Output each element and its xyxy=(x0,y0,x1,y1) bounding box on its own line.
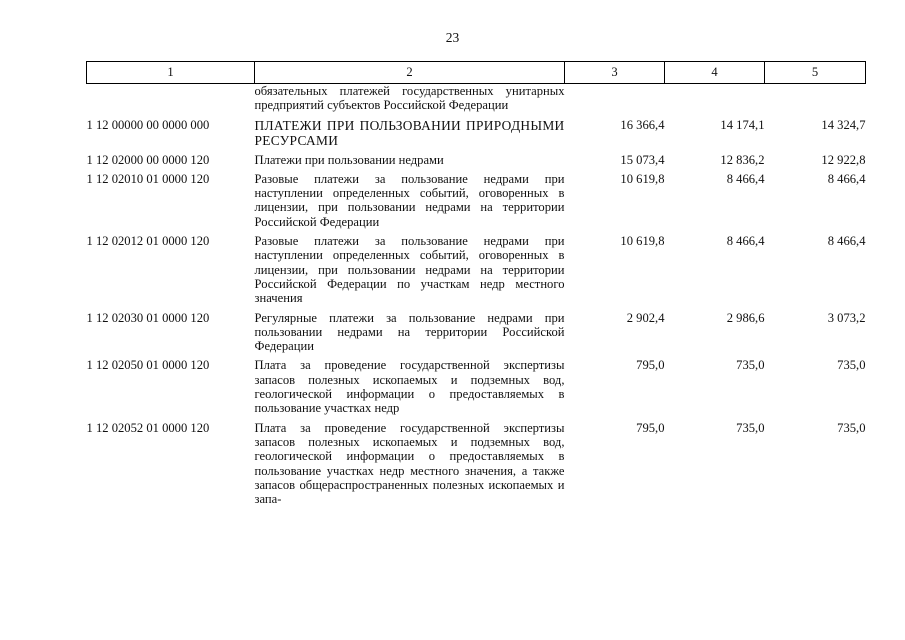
table-row xyxy=(87,148,866,167)
row-name: Плата за проведение государственной экспертизы запасов полезных ископаемых и подземных вод, геологической информации о предоставляемых в пользование участках недр местного значения, а также запасов общераспространенных полезных ископаемых и запа- xyxy=(254,420,565,507)
row-code: 1 12 02012 01 0000 120 xyxy=(86,234,210,249)
row-value-col4: 8 466,4 xyxy=(726,171,765,186)
row-name: Регулярные платежи за пользование недрами при пользовании недрами на территории Российской Федерации xyxy=(254,310,565,354)
table-row xyxy=(87,353,866,415)
row-code xyxy=(87,84,255,113)
row-value-col5: 12 922,8 xyxy=(821,152,866,167)
table-row xyxy=(87,113,866,148)
row-value-col4: 2 986,6 xyxy=(726,310,765,325)
row-value-col3: 10 619,8 xyxy=(620,171,665,186)
row-value-col4: 14 174,1 xyxy=(720,117,765,132)
row-code: 1 12 02000 00 0000 120 xyxy=(86,152,210,167)
row-value-col3: 15 073,4 xyxy=(620,152,665,167)
table-row xyxy=(87,229,866,305)
header-col-4: 4 xyxy=(665,62,765,84)
row-code: 1 12 00000 00 0000 000 xyxy=(86,117,210,132)
table-row xyxy=(87,416,866,507)
header-col-3: 3 xyxy=(565,62,665,84)
header-col-1: 1 xyxy=(87,62,255,84)
row-code: 1 12 02010 01 0000 120 xyxy=(86,171,210,186)
page-number: 23 xyxy=(445,30,460,45)
row-name: обязательных платежей государственных унитарных предприятий субъектов Российской Федерации xyxy=(254,84,565,113)
row-value-col5 xyxy=(765,84,866,113)
table-row xyxy=(87,84,866,113)
row-value-col5: 8 466,4 xyxy=(827,171,866,186)
budget-table xyxy=(86,61,866,506)
row-value-col5: 3 073,2 xyxy=(827,310,866,325)
row-name: Разовые платежи за пользование недрами при наступлении определенных событий, оговоренных в лицензии, при пользовании недрами на территории Российской Федерации по участкам недр местного значения xyxy=(254,234,565,306)
row-value-col3 xyxy=(565,84,665,113)
row-value-col4: 735,0 xyxy=(736,358,765,373)
row-value-col3: 16 366,4 xyxy=(620,117,665,132)
row-value-col5: 14 324,7 xyxy=(821,117,866,132)
row-code: 1 12 02050 01 0000 120 xyxy=(86,358,210,373)
row-value-col3: 10 619,8 xyxy=(620,234,665,249)
table-row xyxy=(87,167,866,229)
row-value-col3: 795,0 xyxy=(636,420,665,435)
row-name: Разовые платежи за пользование недрами при наступлении определенных событий, оговоренных в лицензии, при пользовании недрами на территории Российской Федерации xyxy=(254,171,565,229)
row-name: Платежи при пользовании недрами xyxy=(254,152,444,167)
row-value-col5: 735,0 xyxy=(837,358,866,373)
row-value-col4 xyxy=(665,84,765,113)
header-col-2: 2 xyxy=(255,62,565,84)
row-value-col3: 795,0 xyxy=(636,358,665,373)
header-row xyxy=(87,62,866,84)
row-value-col5: 8 466,4 xyxy=(827,234,866,249)
row-value-col4: 8 466,4 xyxy=(726,234,765,249)
row-value-col4: 735,0 xyxy=(736,420,765,435)
header-col-5: 5 xyxy=(765,62,866,84)
row-value-col4: 12 836,2 xyxy=(720,152,765,167)
row-name: ПЛАТЕЖИ ПРИ ПОЛЬЗОВАНИИ ПРИРОДНЫМИ РЕСУРСАМИ xyxy=(254,117,565,148)
row-code: 1 12 02030 01 0000 120 xyxy=(86,310,210,325)
table-row xyxy=(87,306,866,354)
row-code: 1 12 02052 01 0000 120 xyxy=(86,420,210,435)
row-value-col3: 2 902,4 xyxy=(626,310,665,325)
row-name: Плата за проведение государственной экспертизы запасов полезных ископаемых и подземных вод, геологической информации о предоставляемых в пользование участках недр xyxy=(254,358,565,416)
row-value-col5: 735,0 xyxy=(837,420,866,435)
